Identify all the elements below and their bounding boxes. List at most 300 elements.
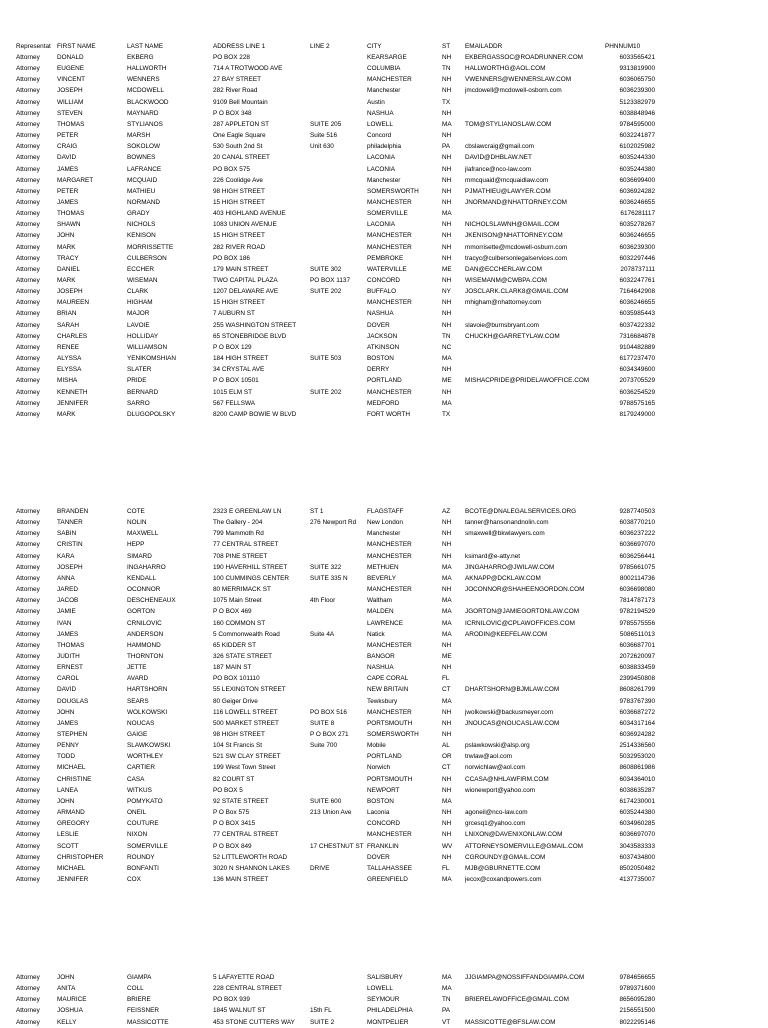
table-cell: norwichlaw@aol.com [465, 764, 526, 772]
table-row [0, 130, 768, 141]
table-cell: VINCENT [57, 76, 86, 84]
table-cell: MANCHESTER [367, 708, 412, 716]
table-cell: 6174230001 [619, 797, 655, 805]
table-cell: 6176281117 [620, 210, 655, 218]
table-cell: NORMAND [127, 198, 161, 206]
table-cell: 8608861986 [619, 764, 655, 772]
table-cell: NH [442, 853, 452, 861]
table-cell: HAMMOND [127, 641, 161, 649]
table-cell: 6036246655 [619, 232, 655, 240]
table-cell: 5 LAFAYETTE ROAD [213, 974, 275, 981]
table-cell: WENNERS [127, 76, 160, 84]
table-cell: 1015 ELM ST [213, 388, 253, 396]
table-cell: DOVER [367, 853, 390, 861]
table-cell: P O BOX 10501 [213, 377, 259, 385]
table-cell: 6034349600 [619, 366, 655, 374]
table-cell: SUITE 202 [310, 388, 342, 396]
table-row [0, 874, 768, 885]
table-cell: MISHA [57, 377, 78, 385]
table-cell: VT [442, 1018, 451, 1026]
table-cell: 287 APPLETON ST [213, 120, 270, 128]
table-cell: SIMARD [127, 552, 152, 560]
table-cell: GIAMPA [127, 974, 152, 981]
table-cell: GREENFIELD [367, 875, 408, 883]
table-cell: ANNA [57, 574, 75, 582]
table-cell: 27 BAY STREET [213, 76, 262, 84]
table-cell: SUITE 8 [310, 719, 335, 727]
table-cell: TN [442, 65, 451, 73]
table-cell: MA [442, 574, 452, 582]
table-cell: 403 HIGHLAND AVENUE [213, 210, 286, 218]
table-cell: THORNTON [127, 652, 164, 660]
table-cell: NH [442, 198, 452, 206]
table-cell: BERNARD [127, 388, 159, 396]
table-cell: NH [442, 109, 452, 117]
table-cell: Attorney [16, 742, 40, 750]
table-cell: Attorney [16, 120, 40, 128]
table-cell: Attorney [16, 875, 40, 883]
table-cell: INGAHARRO [127, 563, 166, 571]
table-cell: 255 WASHINGTON STREET [213, 321, 297, 329]
table-cell: Attorney [16, 332, 40, 340]
table-cell: SLATER [127, 366, 152, 374]
table-cell: Austin [367, 98, 385, 106]
table-cell: MANCHESTER [367, 299, 412, 307]
table-cell: 92 STATE STREET [213, 797, 269, 805]
table-row [0, 74, 768, 85]
table-cell: grcesq1@yahoo.com [465, 820, 526, 828]
table-cell: P O BOX 849 [213, 842, 252, 850]
table-cell: ONEIL [127, 809, 147, 817]
table-cell: TN [442, 996, 451, 1004]
table-cell: 5123382979 [619, 98, 655, 106]
table-cell: HALLWORTH [127, 65, 167, 73]
table-cell: 6102025982 [619, 143, 655, 151]
table-cell: NH [442, 221, 452, 229]
table-row [0, 186, 768, 197]
table-cell: 1083 UNION AVENUE [213, 221, 277, 229]
table-cell: PORTLAND [367, 753, 402, 761]
table-cell: Attorney [16, 842, 40, 850]
table-cell: COUTURE [127, 820, 159, 828]
table-cell: 6034317164 [619, 719, 655, 727]
table-cell: AL [442, 742, 450, 750]
table-cell: SARRO [127, 399, 150, 407]
table-cell: P O BOX 348 [213, 109, 252, 117]
table-cell: 5032953020 [619, 753, 655, 761]
table-cell: 6038635287 [619, 786, 655, 794]
table-cell: Attorney [16, 996, 40, 1004]
table-cell: Attorney [16, 221, 40, 229]
table-cell: WATERVILLE [367, 265, 407, 273]
table-cell: TRACY [57, 254, 79, 262]
table-cell: JOHN [57, 974, 75, 981]
table-row [0, 230, 768, 241]
table-cell: MATHIEU [127, 187, 156, 195]
table-row [0, 584, 768, 595]
table-cell: SUITE 322 [310, 563, 342, 571]
table-cell: HALLWORTHG@AOL.COM [465, 65, 546, 73]
table-cell: DRIVE [310, 864, 330, 872]
table-cell: WOLKOWSKI [127, 708, 168, 716]
table-row [0, 275, 768, 286]
table-cell: NH [442, 54, 452, 61]
table-cell: Attorney [16, 563, 40, 571]
table-cell: Norwich [367, 764, 391, 772]
table-cell: MANCHESTER [367, 76, 412, 84]
header-cell: PHNNUM10 [605, 43, 641, 50]
table-cell: 282 River Road [213, 87, 258, 95]
table-cell: 7 AUBURN ST [213, 310, 255, 318]
header-cell: ADDRESS LINE 1 [213, 43, 266, 50]
table-cell: 8502050482 [619, 864, 655, 872]
table-cell: FLAGSTAFF [367, 508, 404, 515]
table-cell: PO BOX 5 [213, 786, 243, 794]
table-cell: CHRISTOPHER [57, 853, 104, 861]
table-cell: SEARS [127, 697, 149, 705]
table-cell: Attorney [16, 232, 40, 240]
table-cell: PETER [57, 132, 79, 140]
table-cell: 1845 WALNUT ST [213, 1007, 266, 1015]
table-cell: KENDALL [127, 574, 157, 582]
table-cell: NH [442, 243, 452, 251]
table-cell: 799 Mammoth Rd [213, 530, 264, 538]
table-cell: 2078737111 [620, 265, 655, 273]
table-row [0, 342, 768, 353]
table-cell: Attorney [16, 76, 40, 84]
table-cell: 65 KIDDER ST [213, 641, 256, 649]
table-cell: THOMAS [57, 120, 85, 128]
table-cell: 6034960285 [619, 820, 655, 828]
table-cell: STEPHEN [57, 731, 88, 738]
table-cell: PORTSMOUTH [367, 775, 413, 783]
table-cell: MAJOR [127, 310, 150, 318]
table-cell: NH [442, 310, 452, 318]
table-cell: LANEA [57, 786, 78, 794]
table-cell: NH [442, 366, 452, 374]
table-cell: RENEE [57, 343, 80, 351]
header-cell: LAST NAME [127, 43, 164, 50]
table-cell: trwlaw@aol.com [465, 753, 512, 761]
table-cell: AZ [442, 508, 451, 515]
table-cell: NASHUA [367, 664, 394, 672]
table-cell: NEW BRITAIN [367, 686, 409, 694]
table-cell: DAVID [57, 154, 77, 162]
table-cell: GRADY [127, 210, 150, 218]
table-cell: MAYNARD [127, 109, 159, 117]
table-cell: NICHOLSLAWNH@GMAIL.COM [465, 221, 560, 229]
table-cell: PORTLAND [367, 377, 402, 385]
table-cell: JARED [57, 586, 78, 594]
table-cell: SUITE 600 [310, 797, 342, 805]
table-cell: NH [442, 641, 452, 649]
table-cell: 6177237470 [619, 355, 655, 363]
table-cell: MA [442, 619, 452, 627]
table-cell: ME [442, 265, 452, 273]
table-cell: 6036237222 [619, 530, 655, 538]
table-cell: Attorney [16, 265, 40, 273]
table-cell: 77 CENTRAL STREET [213, 541, 279, 549]
table-cell: 6036246655 [619, 198, 655, 206]
table-cell: NEWPORT [367, 786, 400, 794]
table-cell: 5086511013 [619, 630, 655, 638]
table-row [0, 398, 768, 409]
table-cell: Attorney [16, 176, 40, 184]
table-cell: CT [442, 764, 451, 772]
table-cell: Manchester [367, 530, 401, 538]
table-cell: 6032247761 [619, 277, 655, 284]
table-cell: JAMIE [57, 608, 76, 616]
table-cell: MA [442, 597, 452, 605]
table-cell: NH [442, 831, 452, 839]
table-cell: Attorney [16, 820, 40, 828]
table-cell: Attorney [16, 210, 40, 218]
table-cell: THOMAS [57, 641, 85, 649]
table-row [0, 807, 768, 818]
table-cell: 6035244380 [619, 809, 655, 817]
table-cell: 199 West Town Street [213, 764, 276, 772]
table-cell: 80 MERRIMACK ST [213, 586, 271, 594]
table-cell: FL [442, 864, 450, 872]
table-cell: SUITE 335 N [310, 574, 348, 582]
table-row [0, 673, 768, 684]
table-cell: Attorney [16, 399, 40, 407]
table-cell: NH [442, 87, 452, 95]
table-cell: ME [442, 377, 452, 385]
table-cell: DAN@ECCHERLAW.COM [465, 265, 542, 273]
table-cell: COX [127, 875, 141, 883]
table-row [0, 972, 768, 983]
table-cell: 6033565421 [619, 54, 655, 61]
table-cell: MANCHESTER [367, 552, 412, 560]
table-cell: KEARSARGE [367, 54, 407, 61]
table-cell: Attorney [16, 254, 40, 262]
table-cell: ELYSSA [57, 366, 82, 374]
table-cell: mhigham@nhattorney.com [465, 299, 542, 307]
table-cell: NH [442, 519, 452, 527]
table-row [0, 219, 768, 230]
table-cell: SUITE 2 [310, 1018, 335, 1026]
table-cell: PORTSMOUTH [367, 719, 413, 727]
table-cell: KARA [57, 552, 75, 560]
table-row [0, 573, 768, 584]
table-cell: MA [442, 630, 452, 638]
table-cell: Attorney [16, 608, 40, 616]
table-cell: 6034364010 [619, 775, 655, 783]
table-cell: YENIKOMSHIAN [127, 355, 177, 363]
table-cell: WISEMAN [127, 277, 158, 284]
table-cell: Attorney [16, 864, 40, 872]
table-cell: Laconia [367, 809, 390, 817]
table-cell: 6035985443 [619, 310, 655, 318]
table-cell: Attorney [16, 541, 40, 549]
table-cell: P O BOX 271 [310, 731, 349, 738]
table-cell: 6036699400 [619, 176, 655, 184]
table-cell: 3020 N SHANNON LAKES [213, 864, 290, 872]
table-cell: SCOTT [57, 842, 79, 850]
table-cell: JOCONNOR@SHAHEENGORDON.COM [465, 586, 585, 594]
table-row [0, 152, 768, 163]
table-cell: JKENISON@NHATTORNEY.COM [465, 232, 563, 240]
table-cell: cbslawcraig@gmail.com [465, 143, 534, 151]
table-cell: MA [442, 985, 452, 993]
table-cell: 77 CENTRAL STREET [213, 831, 279, 839]
table-cell: STYLIANOS [127, 120, 163, 128]
table-cell: 179 MAIN STREET [213, 265, 269, 273]
table-cell: 8179249000 [619, 410, 655, 418]
table-cell: Attorney [16, 519, 40, 527]
table-cell: Waltham [367, 597, 392, 605]
table-row [0, 651, 768, 662]
header-cell: EMAILADDR [465, 43, 503, 50]
table-cell: 65 STONEBRIDGE BLVD [213, 332, 287, 340]
table-cell: P O Box 575 [213, 809, 250, 817]
table-cell: CGROUNDY@GMAIL.COM [465, 853, 546, 861]
table-cell: NH [442, 541, 452, 549]
table-cell: Attorney [16, 797, 40, 805]
table-cell: MORRISSETTE [127, 243, 174, 251]
table-cell: NH [442, 708, 452, 716]
table-cell: 282 RIVER ROAD [213, 243, 266, 251]
table-cell: MA [442, 974, 452, 981]
table-cell: ST 1 [310, 508, 324, 515]
table-cell: Attorney [16, 985, 40, 993]
table-cell: 15 HIGH STREET [213, 299, 265, 307]
table-row [0, 994, 768, 1005]
table-cell: MASSICOTTE@BFSLAW.COM [465, 1018, 556, 1026]
table-cell: 187 MAIN ST [213, 664, 252, 672]
table-cell: STEVEN [57, 109, 83, 117]
table-cell: 8608261799 [619, 686, 655, 694]
table-cell: METHUEN [367, 563, 399, 571]
table-row [0, 606, 768, 617]
table-cell: CCASA@NHLAWFIRM.COM [465, 775, 549, 783]
table-cell: Concord [367, 132, 392, 140]
table-cell: Suite 700 [310, 742, 338, 750]
table-cell: DAVID@DHBLAW.NET [465, 154, 532, 162]
table-cell: AKNAPP@DCKLAW.COM [465, 574, 541, 582]
table-cell: ME [442, 652, 452, 660]
table-cell: P O BOX 3415 [213, 820, 256, 828]
table-cell: 136 MAIN STREET [213, 875, 269, 883]
table-cell: WV [442, 842, 453, 850]
table-cell: jmcdowell@mcdowell-osborn.com [465, 87, 562, 95]
table-cell: MA [442, 697, 452, 705]
table-cell: JINGAHARRO@JWILAW.COM [465, 563, 555, 571]
table-row [0, 718, 768, 729]
table-cell: LOWELL [367, 120, 393, 128]
table-cell: BANGOR [367, 652, 395, 660]
table-cell: PO BOX 939 [213, 996, 250, 1004]
table-cell: Attorney [16, 508, 40, 515]
table-cell: JETTE [127, 664, 147, 672]
table-cell: JACOB [57, 597, 79, 605]
table-row [0, 164, 768, 175]
table-cell: Attorney [16, 731, 40, 738]
table-cell: 8002114736 [619, 574, 655, 582]
table-cell: 9785661075 [619, 563, 655, 571]
table-cell: EKBERGASSOC@ROADRUNNER.COM [465, 54, 583, 61]
table-cell: MA [442, 608, 452, 616]
table-cell: MISHACPRIDE@PRIDELAWOFFICE.COM [465, 377, 590, 385]
table-cell: ATTORNEYSOMERVILLE@GMAIL.COM [465, 842, 583, 850]
table-cell: Attorney [16, 530, 40, 538]
table-cell: mmorrisette@mcdowell-osburn.com [465, 243, 568, 251]
table-cell: MCDOWELL [127, 87, 164, 95]
table-cell: BLACKWOOD [127, 98, 169, 106]
table-cell: MANCHESTER [367, 541, 412, 549]
table-cell: 708 PINE STREET [213, 552, 268, 560]
table-cell: Attorney [16, 366, 40, 374]
table-cell: NH [442, 820, 452, 828]
table-cell: CHARLES [57, 332, 88, 340]
table-cell: Attorney [16, 355, 40, 363]
table-cell: MICHAEL [57, 864, 86, 872]
table-cell: MANCHESTER [367, 831, 412, 839]
table-cell: 6036924282 [619, 187, 655, 195]
table-cell: LOWELL [367, 985, 393, 993]
table-cell: P O BOX 129 [213, 343, 252, 351]
table-cell: WISEMANM@CWBPA.COM [465, 277, 547, 284]
table-cell: One Eagle Square [213, 132, 266, 140]
table-cell: 6035244330 [619, 154, 655, 162]
table-row [0, 983, 768, 994]
table-row [0, 108, 768, 119]
table-cell: GREGORY [57, 820, 90, 828]
table-row [0, 286, 768, 297]
table-cell: 1075 Main Street [213, 597, 262, 605]
table-cell: 453 STONE CUTTERS WAY [213, 1018, 295, 1026]
table-cell: Attorney [16, 853, 40, 861]
table-cell: Attorney [16, 321, 40, 329]
table-cell: PHILADELPHIA [367, 1007, 413, 1015]
table-cell: MA [442, 797, 452, 805]
table-cell: BONFANTI [127, 864, 159, 872]
table-cell: JENNIFER [57, 399, 89, 407]
table-cell: POMYKATO [127, 797, 163, 805]
table-row [0, 774, 768, 785]
table-row [0, 297, 768, 308]
table-cell: JOSEPH [57, 288, 83, 296]
table-cell: SHAWN [57, 221, 81, 229]
table-row [0, 785, 768, 796]
table-cell: 80 Geiger Drive [213, 697, 258, 705]
table-cell: 9287740503 [619, 508, 655, 515]
table-cell: MJB@GBURNETTE.COM [465, 864, 541, 872]
table-cell: NH [442, 388, 452, 396]
table-cell: NH [442, 187, 452, 195]
table-cell: NH [442, 552, 452, 560]
table-cell: 9784595000 [619, 120, 655, 128]
table-cell: JGORTON@JAMIEGORTONLAW.COM [465, 608, 580, 616]
table-cell: 226 Coolidge Ave [213, 176, 263, 184]
table-cell: NH [442, 530, 452, 538]
table-cell: ANDERSON [127, 630, 164, 638]
table-cell: Attorney [16, 764, 40, 772]
table-cell: NH [442, 176, 452, 184]
table-cell: MAURICE [57, 996, 87, 1004]
table-cell: CRISTIN [57, 541, 83, 549]
table-cell: Attorney [16, 410, 40, 418]
table-cell: 9785575556 [619, 619, 655, 627]
table-row [0, 841, 768, 852]
table-row [0, 364, 768, 375]
table-cell: Attorney [16, 98, 40, 106]
table-cell: CHRISTINE [57, 775, 92, 783]
table-cell: 15th FL [310, 1007, 332, 1015]
table-cell: Attorney [16, 388, 40, 396]
table-row [0, 264, 768, 275]
